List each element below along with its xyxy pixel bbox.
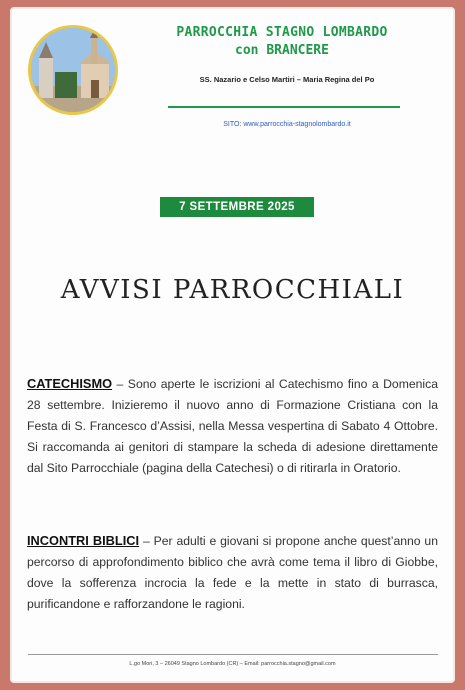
notice-catechismo bbox=[27, 373, 438, 479]
notice-keyword: CATECHISMO bbox=[27, 376, 113, 391]
notice-text: – Sono aperte le iscrizioni al Catechismo fino a Domenica 28 settembre. Inizieremo il nuovo anno di Formazione Cristiana con la Festa di S. Francesco d’Assisi, nella Messa vespertina di Sabato 4 Ottobre. Si raccomanda ai genitori di stampare la scheda di adesione direttamente dal Sito Parrocchiale (pagina della Catechesi) o di ritirarla in Oratorio. bbox=[27, 377, 438, 475]
parish-subtitle-brancere: con BRANCERE bbox=[235, 43, 329, 58]
notice-text: – Per adulti e giovani si propone anche quest’anno un percorso di approfondimento biblico che avrà come tema il libro di Giobbe, dove la sofferenza incrocia la fede e la mette in stato di burrasca, purificandone e rafforzandone le ragioni. bbox=[27, 534, 438, 611]
notice-incontri-biblici bbox=[27, 530, 438, 615]
website-link[interactable]: SITO: www.parrocchia-stagnolombardo.it bbox=[223, 121, 351, 128]
page-title: AVVISI PARROCCHIALI bbox=[60, 275, 405, 305]
notice-keyword: INCONTRI BIBLICI bbox=[27, 533, 140, 548]
footer-address: L.go Mori, 3 – 26049 Stagno Lombardo (CR) – Email: parrocchia.stagno@gmail.com bbox=[129, 661, 336, 667]
notice-sheet bbox=[12, 9, 453, 681]
patrons-line: SS. Nazario e Celso Martiri – Maria Regina del Po bbox=[199, 75, 375, 84]
church-logo-icon bbox=[28, 25, 118, 115]
header-divider bbox=[168, 106, 400, 108]
date-badge: 7 SETTEMBRE 2025 bbox=[160, 197, 314, 217]
footer-divider bbox=[28, 654, 438, 655]
parish-title: PARROCCHIA STAGNO LOMBARDO bbox=[176, 25, 388, 40]
